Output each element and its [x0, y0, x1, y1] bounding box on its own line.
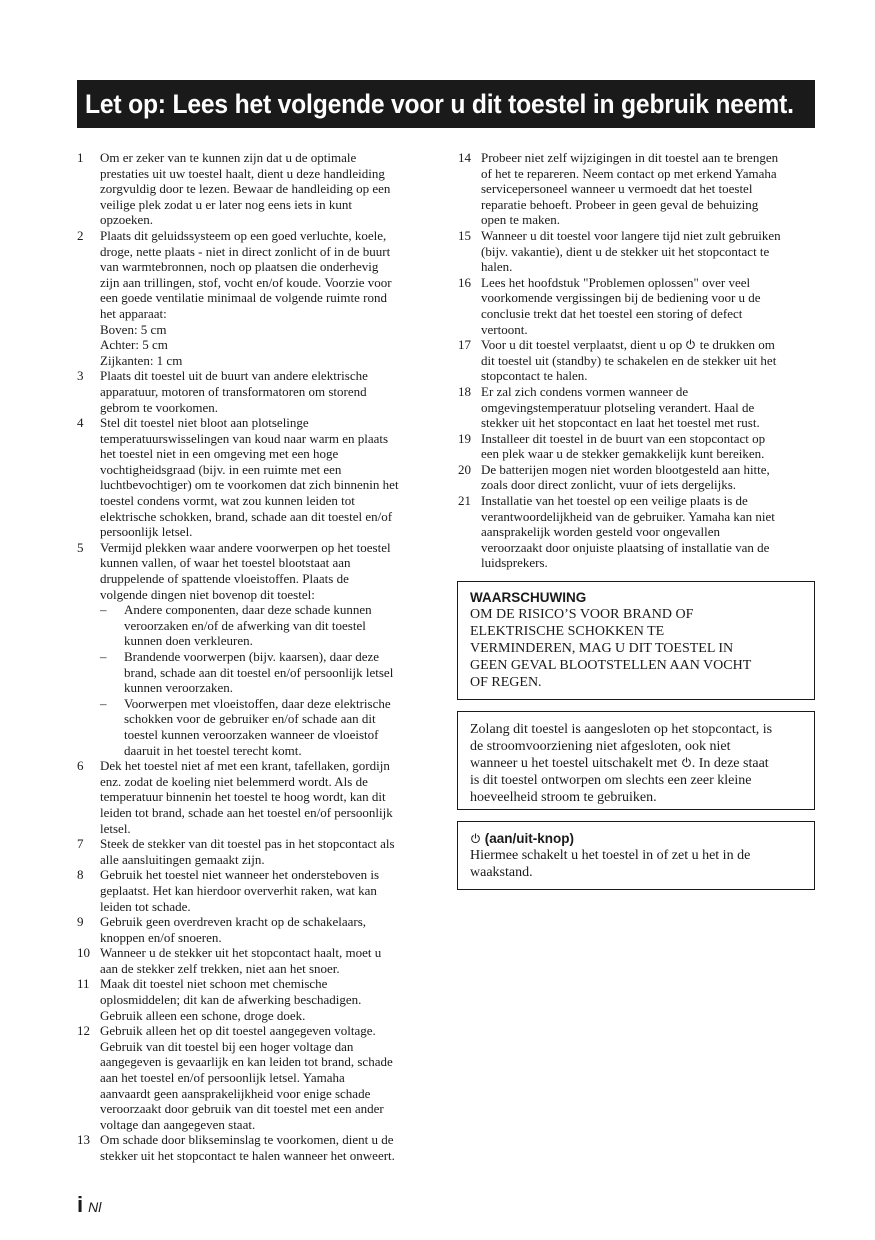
list-item — [77, 758, 433, 836]
item-line: vertoont. — [481, 321, 528, 337]
sub-item-text — [124, 649, 433, 696]
item-text — [100, 758, 433, 836]
warning-line: ELEKTRISCHE SCHOKKEN TE — [470, 624, 665, 639]
item-number: 3 — [77, 368, 84, 384]
power-button-box — [457, 821, 815, 890]
item-text — [481, 493, 815, 571]
item-number: 14 — [458, 150, 471, 165]
item-line: leiden tot brand, schade aan het toestel en/of persoonlijk — [100, 804, 393, 820]
item-line: temperatuur binnenin het toestel te hoog wordt, kan dit — [100, 789, 386, 805]
item-line: reparatie behoeft. Probeer in geen geval de behuizing — [481, 196, 759, 212]
right-column — [458, 150, 815, 571]
item-line: Installeer dit toestel in de buurt van een stopcontact op — [481, 430, 766, 446]
item-line: verantwoordelijkheid van de gebruiker. Yamaha kan niet — [481, 508, 775, 524]
item-line: stekker uit het stopcontact en laat het toestel met rust. — [481, 415, 760, 431]
sub-item-line: Brandende voorwerpen (bijv. kaarsen), daar deze — [124, 649, 380, 664]
item-line: druppelende of spattende vloeistoffen. Plaats de — [100, 571, 349, 587]
item-text-segment: te drukken om — [696, 337, 775, 353]
item-line: opzoeken. — [100, 212, 154, 228]
item-number: 1 — [77, 150, 84, 165]
item-number: 17 — [458, 337, 471, 353]
item-line: voltage dan aangegeven staat. — [100, 1116, 256, 1132]
item-number: 21 — [458, 493, 471, 509]
item-line: Probeer niet zelf wijzigingen in dit toestel aan te brengen — [481, 150, 779, 165]
item-text — [481, 228, 815, 275]
item-line: Achter: 5 cm — [100, 337, 168, 353]
item-line: Vermijd plekken waar andere voorwerpen op het toestel — [100, 539, 391, 555]
sub-item-dash: – — [100, 602, 107, 618]
item-number: 6 — [77, 758, 84, 774]
power-info-box — [457, 711, 815, 810]
list-item — [77, 867, 433, 914]
item-line: volgende dingen niet bovenop dit toestel: — [100, 586, 315, 602]
list-item — [77, 368, 433, 415]
language-code: Nl — [88, 1199, 102, 1215]
item-line: veroorzaakt door gebruik van dit toestel met een ander — [100, 1101, 384, 1117]
item-line: apparatuur, motoren of transformatoren om storend — [100, 383, 367, 399]
item-line: servicepersoneel wanneer u vermoedt dat het toestel — [481, 181, 753, 197]
power-info-line: is dit toestel ontworpen om slechts een zeer kleine — [470, 773, 752, 788]
item-text — [481, 431, 815, 462]
sub-item-line: kunnen veroorzaken. — [124, 680, 234, 696]
warning-box — [457, 581, 815, 700]
item-number: 15 — [458, 227, 471, 243]
item-line: vochtigheidsgraad (bijv. in een ruimte met een — [100, 461, 342, 477]
item-line: Gebruik het toestel niet wanneer het ondersteboven is — [100, 867, 380, 883]
sub-item-dash: – — [100, 695, 107, 711]
sub-item-text — [124, 602, 433, 649]
item-number: 4 — [77, 415, 84, 431]
item-text — [481, 384, 815, 431]
item-line: omgevingstemperatuur plotseling verandert. Haal de — [481, 399, 755, 415]
item-line: zorgvuldig door te lezen. Bewaar de handleiding op een — [100, 181, 391, 197]
list-item — [77, 150, 433, 228]
item-line: halen. — [481, 259, 513, 275]
list-item — [458, 493, 815, 571]
item-line: Wanneer u dit toestel voor langere tijd niet zult gebruiken — [481, 227, 781, 243]
item-text — [100, 836, 433, 867]
item-line: gebrom te voorkomen. — [100, 399, 219, 415]
item-line — [481, 337, 815, 353]
item-line: conclusie trekt dat het toestel een storing of defect — [481, 305, 743, 321]
list-item — [458, 384, 815, 431]
item-line: stopcontact te halen. — [481, 368, 588, 384]
item-line: droge, nette plaats - niet in direct zonlicht of in de buurt — [100, 243, 391, 259]
sub-item — [100, 649, 433, 696]
sub-item-line: toestel kunnen veroorzaken wanneer de vloeistof — [124, 726, 379, 742]
item-line: het toestel niet in een omgeving met een hoge — [100, 446, 339, 462]
warning-line: OF REGEN. — [470, 675, 542, 690]
item-line: stekker uit het stopcontact te halen wanneer het onweert. — [100, 1148, 395, 1163]
item-line: Om er zeker van te kunnen zijn dat u de optimale — [100, 150, 357, 165]
item-text — [100, 540, 433, 758]
list-item — [458, 462, 815, 493]
power-info-line — [470, 755, 803, 772]
item-text-segment: Voor u dit toestel verplaatst, dient u op — [481, 337, 686, 353]
item-line: Plaats dit geluidssysteem op een goed verluchte, koele, — [100, 227, 387, 243]
item-line: Zijkanten: 1 cm — [100, 352, 183, 368]
item-text — [100, 368, 433, 415]
item-text — [100, 945, 433, 976]
power-icon — [470, 833, 481, 844]
item-line: een plek waar u de stekker gemakkelijk kunt bereiken. — [481, 446, 765, 462]
sub-item-line: daaruit in het toestel terecht komt. — [124, 742, 302, 758]
item-line: aangegeven is gevaarlijk en kan leiden tot brand, schade — [100, 1054, 393, 1070]
list-item — [77, 415, 433, 540]
sub-item-text — [124, 696, 433, 758]
list-item — [458, 337, 815, 384]
item-number: 12 — [77, 1023, 90, 1039]
item-line: aanvaardt geen aansprakelijkheid voor enige schade — [100, 1085, 371, 1101]
list-item — [458, 228, 815, 275]
item-number: 5 — [77, 539, 84, 555]
left-column — [77, 150, 433, 1164]
item-number: 7 — [77, 836, 84, 852]
list-item — [458, 275, 815, 337]
power-info-text: wanneer u het toestel uitschakelt met — [470, 756, 681, 771]
item-line: luchtbevochtiger) om te voorkomen dat zich binnenin het — [100, 477, 399, 493]
item-line: Boven: 5 cm — [100, 321, 167, 337]
item-number: 11 — [77, 976, 90, 992]
list-item — [77, 836, 433, 867]
warning-line: OM DE RISICO’S VOOR BRAND OF — [470, 607, 694, 622]
item-line: een goede ventilatie minimaal de volgende ruimte rond — [100, 290, 387, 306]
item-line: geplaatst. Het kan hierdoor oververhit raken, wat kan — [100, 882, 377, 898]
list-item — [77, 228, 433, 368]
warning-title: WAARSCHUWING — [470, 590, 587, 605]
item-line: luidsprekers. — [481, 555, 548, 571]
sub-item — [100, 696, 433, 758]
sub-item-line: brand, schade aan dit toestel en/of persoonlijk letsel — [124, 664, 394, 680]
item-line: Lees het hoofdstuk "Problemen oplossen" over veel — [481, 274, 751, 290]
item-line: zoals door direct zonlicht, vuur of iets dergelijks. — [481, 477, 736, 493]
item-line: (bijv. vakantie), dient u de stekker uit het stopcontact te — [481, 243, 770, 259]
item-text — [481, 275, 815, 337]
item-line: Er zal zich condens vormen wanneer de — [481, 383, 689, 399]
item-line: kunnen vallen, of waar het toestel blootstaat aan — [100, 555, 351, 571]
item-line: voorkomende vergissingen bij de bediening voor u de — [481, 290, 761, 306]
sub-item — [100, 602, 433, 649]
item-line: prestaties uit uw toestel haalt, dient u deze handleiding — [100, 165, 385, 181]
item-text — [100, 976, 433, 1023]
sub-item-line: kunnen doen verkleuren. — [124, 633, 253, 649]
sub-item-line: schokken voor de gebruiker en/of schade aan dit — [124, 711, 376, 727]
sub-item-line: Andere componenten, daar deze schade kunnen — [124, 602, 372, 618]
item-line: open te maken. — [481, 212, 561, 228]
item-line: persoonlijk letsel. — [100, 524, 193, 540]
list-item — [458, 431, 815, 462]
item-number: 9 — [77, 914, 84, 930]
item-text — [481, 337, 815, 384]
sub-item-dash: – — [100, 649, 107, 664]
item-number: 10 — [77, 945, 90, 961]
page-title-banner — [77, 80, 815, 128]
item-line: aan de stekker zelf trekken, niet aan het snoer. — [100, 960, 340, 976]
item-text — [100, 150, 433, 228]
item-line: temperatuurswisselingen van koud naar warm en plaats — [100, 430, 389, 446]
item-line: Gebruik geen overdreven kracht op de schakelaars, — [100, 914, 367, 930]
item-line: of het te repareren. Neem contact op met erkend Yamaha — [481, 165, 777, 181]
item-text — [100, 1023, 433, 1132]
item-number: 2 — [77, 227, 84, 243]
item-line: aansprakelijk worden gesteld voor ongevallen — [481, 524, 720, 540]
item-line: Wanneer u de stekker uit het stopcontact haalt, moet u — [100, 945, 382, 961]
item-line: knoppen en/of snoeren. — [100, 929, 222, 945]
item-line: letsel. — [100, 820, 131, 836]
list-item — [77, 1132, 433, 1163]
item-line: enz. zodat de koeling niet belemmerd wordt. Als de — [100, 773, 368, 789]
item-text — [100, 1132, 433, 1163]
warning-body — [470, 606, 803, 691]
item-text — [100, 415, 433, 540]
item-number: 8 — [77, 867, 84, 883]
item-text — [481, 462, 815, 493]
item-line: aan het toestel en/of persoonlijk letsel. Yamaha — [100, 1070, 345, 1086]
power-icon — [681, 757, 692, 768]
item-number: 19 — [458, 430, 471, 446]
item-line: veroorzaakt door onjuiste plaatsing of installatie van de — [481, 539, 770, 555]
item-line: het apparaat: — [100, 305, 167, 321]
item-line: Gebruik alleen het op dit toestel aangegeven voltage. — [100, 1023, 376, 1039]
power-info-line: Zolang dit toestel is aangesloten op het stopcontact, is — [470, 722, 773, 737]
item-line: Om schade door blikseminslag te voorkomen, dient u de — [100, 1132, 394, 1148]
item-line: Gebruik van dit toestel bij een hoger voltage dan — [100, 1038, 354, 1054]
item-line: Installatie van het toestel op een veilige plaats is de — [481, 493, 748, 509]
item-line: veilige plek zodat u er later nog eens iets in kunt — [100, 196, 352, 212]
item-number: 20 — [458, 461, 471, 477]
page-footer — [77, 1192, 101, 1218]
power-button-title — [470, 830, 803, 847]
item-line: Gebruik alleen een schone, droge doek. — [100, 1007, 306, 1023]
item-line: Plaats dit toestel uit de buurt van andere elektrische — [100, 368, 368, 384]
power-info-text: . In deze staat — [691, 756, 769, 771]
item-line: toestel condens vormt, wat zou kunnen leiden tot — [100, 493, 355, 509]
warning-line: VERMINDEREN, MAG U DIT TOESTEL IN — [470, 641, 734, 656]
item-line: oplosmiddelen; dit kan de afwerking beschadigen. — [100, 992, 362, 1008]
item-text — [481, 150, 815, 228]
sub-item-line: Voorwerpen met vloeistoffen, daar deze elektrische — [124, 695, 391, 711]
item-line: Maak dit toestel niet schoon met chemische — [100, 976, 328, 992]
power-info-line: hoeveelheid stroom te gebruiken. — [470, 790, 657, 805]
item-text — [100, 914, 433, 945]
item-line: alle aansluitingen gemaakt zijn. — [100, 851, 265, 867]
item-number: 16 — [458, 274, 471, 290]
list-item — [77, 976, 433, 1023]
item-line: van warmtebronnen, noch op plaatsen die onderhevig — [100, 259, 379, 275]
item-line: leiden tot schade. — [100, 898, 191, 914]
sub-item-line: veroorzaken en/of de afwerking van dit toestel — [124, 617, 366, 633]
list-item — [458, 150, 815, 228]
item-line: dit toestel uit (standby) te schakelen en de stekker uit het — [481, 352, 777, 368]
item-line: Steek de stekker van dit toestel pas in het stopcontact als — [100, 836, 395, 852]
page-number: i — [77, 1192, 84, 1217]
power-button-label: (aan/uit-knop) — [484, 831, 575, 846]
item-number: 13 — [77, 1132, 90, 1148]
item-text — [100, 228, 433, 368]
item-line: Stel dit toestel niet bloot aan plotselinge — [100, 415, 309, 431]
list-item — [77, 1023, 433, 1132]
power-button-line: Hiermee schakelt u het toestel in of zet u het in de — [470, 848, 751, 863]
warning-line: GEEN GEVAL BLOOTSTELLEN AAN VOCHT — [470, 658, 752, 673]
item-line: elektrische schokken, brand, schade aan dit toestel en/of — [100, 508, 393, 524]
item-line: Dek het toestel niet af met een krant, tafellaken, gordijn — [100, 758, 390, 774]
power-icon — [685, 339, 696, 350]
list-item — [77, 914, 433, 945]
power-button-line: waakstand. — [470, 865, 533, 880]
power-info-line: de stroomvoorziening niet afgesloten, ook niet — [470, 739, 731, 754]
page-title: Let op: Lees het volgende voor u dit toestel in gebruik neemt. — [85, 88, 794, 119]
item-number: 18 — [458, 383, 471, 399]
item-line: De batterijen mogen niet worden blootgesteld aan hitte, — [481, 461, 770, 477]
list-item — [77, 540, 433, 758]
item-line: zijn aan trillingen, stof, vocht en/of koude. Voorzie voor — [100, 274, 392, 290]
item-text — [100, 867, 433, 914]
list-item — [77, 945, 433, 976]
